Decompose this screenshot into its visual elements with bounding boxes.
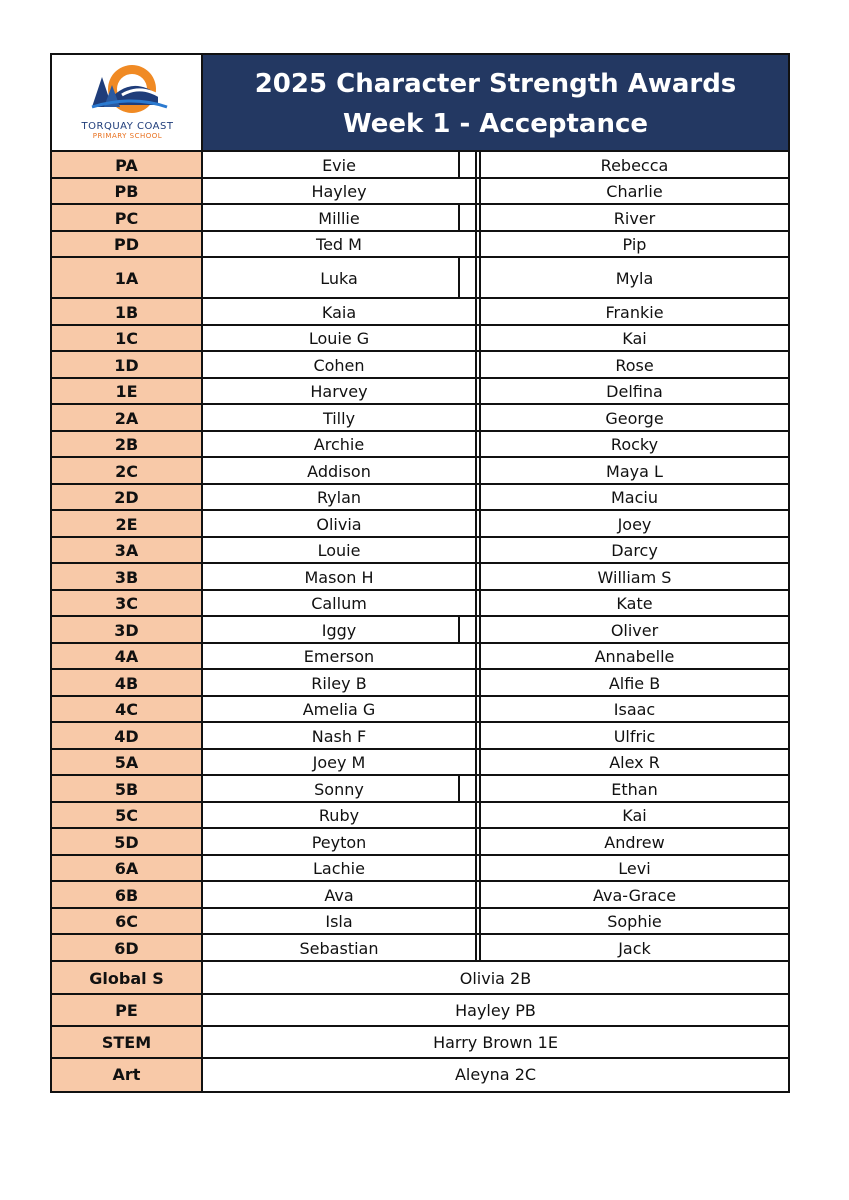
student-name-2: Kai (479, 326, 788, 353)
student-name-2: River (479, 205, 788, 232)
class-label: 6B (52, 882, 203, 909)
award-recipient: Olivia 2B (459, 968, 532, 988)
table-row (52, 617, 788, 644)
table-row (52, 299, 788, 326)
cell-divider (458, 258, 460, 299)
student-name-2: Sophie (479, 909, 788, 936)
logo-subtitle: PRIMARY SCHOOL (92, 132, 163, 140)
special-award-row (52, 962, 788, 995)
student-name-1: Tilly (203, 405, 477, 432)
table-row (52, 432, 788, 459)
table-row (52, 723, 788, 750)
student-name-2: Kate (479, 591, 788, 618)
award-category: Global S (52, 962, 203, 995)
student-name-2: Darcy (479, 538, 788, 565)
student-name-1: Mason H (203, 564, 477, 591)
student-name-1: Harvey (203, 379, 477, 406)
award-category: Art (52, 1059, 203, 1091)
page-title (203, 55, 788, 150)
title-line-2: Week 1 - Acceptance (342, 109, 649, 139)
student-name-1: Olivia (203, 511, 477, 538)
student-name-1: Cohen (203, 352, 477, 379)
class-label: 1A (52, 258, 203, 299)
student-name-2: Alfie B (479, 670, 788, 697)
table-row (52, 564, 788, 591)
awards-table (50, 53, 790, 1093)
student-name-2: Isaac (479, 697, 788, 724)
student-name-2: Joey (479, 511, 788, 538)
student-name-2: Ulfric (479, 723, 788, 750)
student-name-1: Millie (203, 205, 477, 232)
student-name-2: Pip (479, 232, 788, 259)
student-name-2: Rose (479, 352, 788, 379)
student-name-1: Luka (203, 258, 477, 299)
student-name-2: Maciu (479, 485, 788, 512)
cell-divider (458, 776, 460, 803)
class-label: 1B (52, 299, 203, 326)
table-row (52, 644, 788, 671)
student-name-2: Rocky (479, 432, 788, 459)
class-label: 3C (52, 591, 203, 618)
award-category: PE (52, 995, 203, 1027)
student-name-1: Rylan (203, 485, 477, 512)
class-label: 5A (52, 750, 203, 777)
student-name-2: Annabelle (479, 644, 788, 671)
class-label: 3D (52, 617, 203, 644)
award-recipient: Harry Brown 1E (433, 1033, 558, 1052)
student-name-1: Sonny (203, 776, 477, 803)
student-name-1: Lachie (203, 856, 477, 883)
table-row (52, 776, 788, 803)
student-name-2: William S (479, 564, 788, 591)
student-name-1: Kaia (203, 299, 477, 326)
student-name-2: Delfina (479, 379, 788, 406)
class-label: 3A (52, 538, 203, 565)
class-label: 5D (52, 829, 203, 856)
table-row (52, 511, 788, 538)
cell-divider (458, 152, 460, 179)
class-label: PB (52, 179, 203, 206)
table-row (52, 829, 788, 856)
class-label: 4D (52, 723, 203, 750)
special-award-row (52, 1027, 788, 1059)
class-label: 1C (52, 326, 203, 353)
student-name-1: Emerson (203, 644, 477, 671)
class-label: 2B (52, 432, 203, 459)
special-award-row (52, 995, 788, 1027)
table-row (52, 405, 788, 432)
school-logo (52, 55, 203, 150)
student-name-2: Charlie (479, 179, 788, 206)
student-name-1: Hayley (203, 179, 477, 206)
table-row (52, 882, 788, 909)
cell-divider (458, 617, 460, 644)
table-row (52, 152, 788, 179)
logo-name: TORQUAY COAST (81, 121, 174, 132)
student-name-2: George (479, 405, 788, 432)
student-name-1: Amelia G (203, 697, 477, 724)
table-row (52, 232, 788, 259)
student-name-1: Peyton (203, 829, 477, 856)
class-label: 6D (52, 935, 203, 962)
student-name-1: Ted M (203, 232, 477, 259)
student-name-2: Rebecca (479, 152, 788, 179)
table-row (52, 258, 788, 299)
class-label: 2A (52, 405, 203, 432)
table-row (52, 379, 788, 406)
table-row (52, 750, 788, 777)
student-name-1: Iggy (203, 617, 477, 644)
student-name-2: Andrew (479, 829, 788, 856)
award-category: STEM (52, 1027, 203, 1059)
title-line-1: 2025 Character Strength Awards (254, 69, 737, 99)
class-label: 2C (52, 458, 203, 485)
table-row (52, 670, 788, 697)
award-recipient: Hayley PB (455, 1001, 536, 1020)
student-name-2: Myla (479, 258, 788, 299)
class-label: 1D (52, 352, 203, 379)
student-name-1: Sebastian (203, 935, 477, 962)
student-name-2: Ethan (479, 776, 788, 803)
award-recipient: Aleyna 2C (454, 1065, 537, 1084)
student-name-1: Addison (203, 458, 477, 485)
table-row (52, 179, 788, 206)
class-label: PA (52, 152, 203, 179)
class-label: 2D (52, 485, 203, 512)
student-name-2: Maya L (479, 458, 788, 485)
student-name-1: Evie (203, 152, 477, 179)
student-name-1: Ava (203, 882, 477, 909)
student-name-1: Louie G (203, 326, 477, 353)
class-label: 5C (52, 803, 203, 830)
table-row (52, 326, 788, 353)
class-label: 5B (52, 776, 203, 803)
table-row (52, 205, 788, 232)
class-label: 6A (52, 856, 203, 883)
table-row (52, 697, 788, 724)
class-label: 1E (52, 379, 203, 406)
student-name-2: Jack (479, 935, 788, 962)
table-row (52, 458, 788, 485)
table-row (52, 935, 788, 962)
class-label: 4C (52, 697, 203, 724)
student-name-2: Frankie (479, 299, 788, 326)
special-award-row (52, 1059, 788, 1091)
table-row (52, 803, 788, 830)
class-label: 6C (52, 909, 203, 936)
school-logo-icon (52, 55, 203, 121)
student-name-1: Archie (203, 432, 477, 459)
table-row (52, 538, 788, 565)
table-row (52, 909, 788, 936)
class-label: 3B (52, 564, 203, 591)
student-name-2: Ava-Grace (479, 882, 788, 909)
student-name-2: Kai (479, 803, 788, 830)
class-label: PC (52, 205, 203, 232)
student-name-1: Louie (203, 538, 477, 565)
student-name-2: Oliver (479, 617, 788, 644)
class-label: 2E (52, 511, 203, 538)
student-name-1: Callum (203, 591, 477, 618)
student-name-1: Ruby (203, 803, 477, 830)
student-name-1: Joey M (203, 750, 477, 777)
table-row (52, 856, 788, 883)
table-header (52, 55, 788, 152)
student-name-2: Alex R (479, 750, 788, 777)
student-name-1: Riley B (203, 670, 477, 697)
class-label: 4A (52, 644, 203, 671)
class-label: PD (52, 232, 203, 259)
student-name-2: Levi (479, 856, 788, 883)
table-row (52, 591, 788, 618)
table-row (52, 485, 788, 512)
student-name-1: Isla (203, 909, 477, 936)
cell-divider (458, 205, 460, 232)
student-name-1: Nash F (203, 723, 477, 750)
table-row (52, 352, 788, 379)
class-label: 4B (52, 670, 203, 697)
